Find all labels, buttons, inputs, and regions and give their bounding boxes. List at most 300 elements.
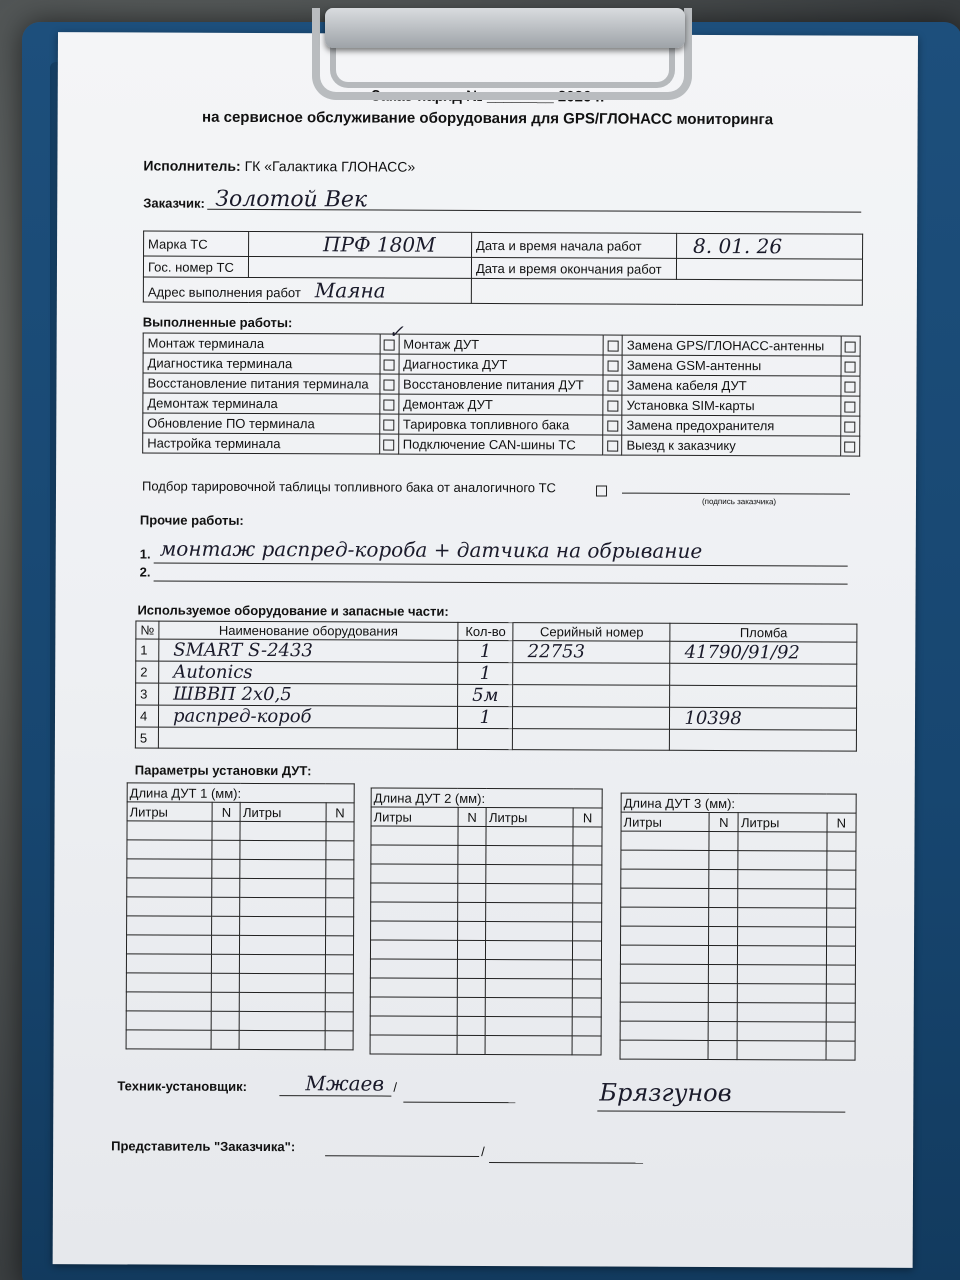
eq-qty: 1: [458, 640, 513, 662]
dut-row: [621, 926, 856, 946]
eq-num: 5: [135, 727, 158, 748]
dut-cell[interactable]: [457, 883, 486, 902]
dut-h-n: N: [326, 803, 354, 822]
dut-row: [370, 959, 601, 979]
dut-cell[interactable]: [457, 978, 486, 997]
dut-cell[interactable]: [212, 878, 240, 897]
equipment-title: Используемое оборудование и запасные части:: [137, 602, 449, 619]
dut-cell[interactable]: [240, 878, 325, 897]
dut-table-3: [620, 793, 857, 1061]
eq-qty: [457, 728, 512, 749]
work-checkbox[interactable]: [603, 375, 622, 395]
work-label: Замена GSM-антенны: [622, 355, 841, 376]
work-label: Диагностика ДУТ: [399, 354, 604, 375]
dut-cell[interactable]: [211, 992, 239, 1011]
dut-cell[interactable]: [211, 973, 239, 992]
dut-cell[interactable]: [621, 907, 709, 926]
dut-cell[interactable]: [240, 897, 325, 916]
dut-row: [126, 1030, 353, 1050]
dut-cell[interactable]: [127, 916, 212, 935]
dut-cell[interactable]: [325, 993, 353, 1012]
work-checkbox[interactable]: [841, 436, 860, 456]
dut-cell[interactable]: [573, 846, 602, 865]
dut-row: [127, 859, 354, 879]
dut-cell[interactable]: [486, 827, 573, 846]
work-order-sheet: [53, 32, 918, 1268]
dut-cell[interactable]: [370, 1035, 457, 1054]
dut-row: [127, 840, 354, 860]
other-title: Прочие работы:: [139, 512, 244, 528]
eq-h-qty: Кол-во: [458, 622, 513, 640]
work-label: Демонтаж терминала: [143, 393, 380, 414]
customer-label: Заказчик:: [143, 195, 205, 211]
work-checkbox[interactable]: [841, 376, 860, 396]
dut-cell[interactable]: [486, 922, 573, 941]
end-label: Дата и время окончания работ: [471, 257, 676, 279]
work-checkbox[interactable]: [841, 416, 860, 436]
dut-row: [371, 883, 602, 903]
dut-cell[interactable]: [371, 826, 458, 845]
dut-cell[interactable]: [211, 1011, 239, 1030]
dut-cell[interactable]: [709, 926, 738, 945]
dut-cell[interactable]: [371, 883, 458, 902]
dut-h-n: N: [212, 802, 240, 821]
dut-cell[interactable]: [326, 822, 354, 841]
dut-cell[interactable]: [126, 973, 211, 992]
title-line-1: Заказ-наряд № ________ 2026 г.: [371, 87, 605, 106]
customer-value: Золотой Век: [215, 186, 368, 213]
dut-row: [126, 954, 353, 974]
dut-cell[interactable]: [457, 940, 486, 959]
dut-cell[interactable]: [458, 826, 487, 845]
dut-row: [370, 1016, 601, 1036]
work-label: Замена кабеля ДУТ: [622, 375, 841, 396]
dut-cell[interactable]: [621, 869, 709, 888]
other-line-2: [154, 581, 848, 585]
other-n2: 2.: [139, 564, 151, 580]
dut-cell[interactable]: [457, 997, 486, 1016]
dut-cell[interactable]: [370, 978, 457, 997]
work-label: Обновление ПО терминала: [143, 413, 380, 434]
dut-row: [621, 888, 856, 908]
dut-cell[interactable]: [457, 1016, 486, 1035]
dut-cell[interactable]: [325, 1031, 353, 1050]
dut-cell[interactable]: [709, 888, 738, 907]
dut-cell[interactable]: [126, 935, 211, 954]
eq-num: 1: [136, 639, 159, 661]
eq-name: распред-короб: [158, 705, 457, 728]
technician-name: Мжаев: [305, 1071, 385, 1096]
dut-cell[interactable]: [211, 1030, 239, 1049]
dut-cell[interactable]: [486, 846, 573, 865]
dut-cell[interactable]: [572, 998, 601, 1017]
dut-cell[interactable]: [240, 992, 325, 1011]
technician-slash: /: [393, 1079, 398, 1095]
dut-h-n: N: [573, 808, 602, 827]
work-label: Установка SIM-карты: [622, 395, 841, 416]
dut-row: [371, 902, 602, 922]
dut-cell[interactable]: [826, 965, 855, 984]
dut-cell[interactable]: [457, 902, 486, 921]
dut-row: [127, 897, 354, 917]
dut-cell[interactable]: [240, 1011, 325, 1030]
dut-cell[interactable]: [240, 973, 325, 992]
calibration-label: Подбор тарировочной таблицы топливного бака от аналогичного ТС: [141, 478, 557, 496]
dut-cell[interactable]: [486, 959, 573, 978]
dut-cell[interactable]: [573, 884, 602, 903]
dut-row: [126, 973, 353, 993]
end-value: [676, 258, 862, 280]
work-label: Монтаж ДУТ: [399, 334, 604, 355]
work-checkbox[interactable]: [841, 396, 860, 416]
dut-cell[interactable]: [486, 978, 573, 997]
equipment-row: [135, 705, 856, 730]
dut-cell[interactable]: [458, 845, 487, 864]
clipboard-clip: [325, 8, 685, 48]
dut-row: [371, 845, 602, 865]
calibration-sign-caption: (подпись заказчика): [701, 496, 777, 507]
dut-row: [126, 992, 353, 1012]
dut-cell[interactable]: [485, 1035, 572, 1054]
dut-cell[interactable]: [573, 922, 602, 941]
works-table: [142, 332, 861, 456]
dut-cell[interactable]: [709, 945, 738, 964]
dut-cell[interactable]: [370, 940, 457, 959]
dut-cell[interactable]: [709, 907, 738, 926]
dut-cell[interactable]: [486, 1016, 573, 1035]
dut-cell[interactable]: [325, 974, 353, 993]
dut-caption: Длина ДУТ 2 (мм):: [371, 788, 602, 808]
dut-cell[interactable]: [709, 964, 738, 983]
dut-table-2: [370, 787, 603, 1055]
dut-cell[interactable]: [572, 979, 601, 998]
dut-cell[interactable]: [826, 927, 855, 946]
dut-cell[interactable]: [708, 1040, 737, 1059]
dut-cell[interactable]: [573, 827, 602, 846]
dut-cell[interactable]: [620, 983, 708, 1002]
dut-cell[interactable]: [212, 935, 240, 954]
dut-row: [620, 1021, 855, 1041]
dut-h-liters: Литры: [240, 802, 325, 821]
eq-num: 2: [136, 661, 159, 683]
dut-cell[interactable]: [620, 1021, 708, 1040]
dut-cell[interactable]: [738, 1022, 826, 1041]
work-checkbox[interactable]: [841, 356, 860, 376]
eq-h-seal: Пломба: [670, 623, 857, 642]
dut-cell[interactable]: [370, 959, 457, 978]
eq-h-num: №: [136, 621, 159, 639]
dut-cell[interactable]: [709, 831, 738, 850]
equipment-row: [135, 727, 856, 751]
dut-cell[interactable]: [457, 1035, 486, 1054]
dut-cell[interactable]: [621, 831, 709, 850]
other-n1: 1.: [139, 546, 151, 562]
dut-table-1: [126, 782, 355, 1050]
eq-h-name: Наименование оборудования: [159, 621, 458, 640]
dut-cell[interactable]: [212, 840, 240, 859]
dut-cell[interactable]: [738, 870, 826, 889]
dut-cell[interactable]: [620, 1002, 708, 1021]
eq-num: 3: [136, 683, 159, 705]
dut-cell[interactable]: [370, 997, 457, 1016]
dut-cell[interactable]: [240, 935, 325, 954]
eq-name: Autonics: [159, 661, 458, 684]
calibration-sign-line: [622, 493, 850, 495]
dut-cell[interactable]: [371, 902, 458, 921]
dut-cell[interactable]: [826, 1022, 855, 1041]
dut-cell[interactable]: [709, 850, 738, 869]
dut-cell[interactable]: [826, 851, 855, 870]
title-line-2: на сервисное обслуживание оборудования для GPS/ГЛОНАСС мониторинга: [202, 108, 774, 129]
work-label: Монтаж терминала: [143, 333, 380, 354]
dut-row: [127, 878, 354, 898]
dut-cell[interactable]: [457, 864, 486, 883]
eq-serial: 22753: [513, 641, 670, 664]
dut-row: [370, 978, 601, 998]
dut-cell[interactable]: [826, 870, 855, 889]
work-checkbox[interactable]: [380, 354, 399, 374]
dut-h-n: N: [458, 807, 487, 826]
eq-num: 4: [135, 705, 158, 727]
address-label: Адрес выполнения работ: [147, 284, 301, 301]
equipment-row: [136, 639, 857, 664]
work-label: Восстановление питания терминала: [143, 373, 380, 394]
dut-cell[interactable]: [457, 959, 486, 978]
brand-label: Марка ТС: [144, 231, 249, 256]
dut-row: [127, 821, 354, 841]
dut-cell[interactable]: [708, 1002, 737, 1021]
dut-cell[interactable]: [240, 916, 325, 935]
dut-cell[interactable]: [325, 879, 353, 898]
dut-cell[interactable]: [127, 897, 212, 916]
eq-seal: [670, 685, 857, 708]
dut-cell[interactable]: [573, 941, 602, 960]
dut-row: [620, 1002, 855, 1022]
dut-cell[interactable]: [240, 954, 325, 973]
work-checkbox[interactable]: [603, 335, 622, 355]
dut-cell[interactable]: [212, 859, 240, 878]
dut-cell[interactable]: [370, 1016, 457, 1035]
work-checkbox[interactable]: [379, 394, 398, 414]
dut-cell[interactable]: [126, 1011, 211, 1030]
technician-line-1: [279, 1095, 391, 1096]
work-checkbox[interactable]: [841, 336, 860, 356]
dut-cell[interactable]: [572, 960, 601, 979]
other-item-1: монтаж распред-короба + датчика на обрывание: [159, 536, 703, 563]
dut-cell[interactable]: [126, 992, 211, 1011]
address-value: Маяна: [314, 278, 386, 303]
eq-qty: 1: [458, 662, 513, 684]
dut-cell[interactable]: [572, 1036, 601, 1055]
dut-cell[interactable]: [486, 997, 573, 1016]
dut-cell[interactable]: [325, 955, 353, 974]
dut-cell[interactable]: [738, 965, 826, 984]
work-label: Диагностика терминала: [143, 353, 380, 374]
dut-row: [620, 983, 855, 1003]
work-checkbox[interactable]: [603, 395, 622, 415]
dut-cell[interactable]: [127, 878, 212, 897]
dut-row: [370, 940, 601, 960]
dut-cell[interactable]: [620, 964, 708, 983]
technician-signature: Брязгунов: [599, 1078, 732, 1108]
dut-cell[interactable]: [737, 1041, 825, 1060]
dut-cell[interactable]: [573, 865, 602, 884]
dut-cell[interactable]: [621, 888, 709, 907]
dut-cell[interactable]: [826, 908, 855, 927]
other-line-1: [154, 563, 848, 567]
dut-cell[interactable]: [126, 1030, 211, 1049]
work-label: Восстановление питания ДУТ: [399, 374, 604, 395]
eq-name: ШВВП 2х0,5: [159, 683, 458, 706]
dut-cell[interactable]: [212, 897, 240, 916]
dut-cell[interactable]: [126, 954, 211, 973]
dut-h-liters: Литры: [486, 808, 573, 827]
work-checkbox[interactable]: [379, 414, 398, 434]
works-title: Выполненные работы:: [142, 314, 293, 331]
dut-row: [371, 921, 602, 941]
equipment-table: [135, 620, 858, 751]
dut-h-liters: Литры: [127, 802, 212, 821]
dut-cell[interactable]: [371, 845, 458, 864]
executor-value: ГК «Галактика ГЛОНАСС»: [244, 157, 416, 175]
dut-cell[interactable]: [738, 927, 826, 946]
dut-cell[interactable]: [621, 926, 709, 945]
dut-cell[interactable]: [738, 984, 826, 1003]
eq-name: SMART S-2433: [159, 639, 458, 662]
dut-h-liters: Литры: [621, 812, 709, 831]
plate-label: Гос. номер ТС: [143, 256, 248, 277]
eq-seal: 41790/91/92: [670, 641, 857, 664]
technician-signature-line: [597, 1110, 845, 1112]
representative-line-2: [489, 1162, 643, 1164]
vehicle-table: [143, 230, 863, 305]
dut-cell[interactable]: [827, 832, 856, 851]
work-checkbox[interactable]: [603, 435, 622, 455]
calibration-checkbox[interactable]: [596, 482, 607, 500]
dut-cell[interactable]: [326, 841, 354, 860]
dut-cell[interactable]: [127, 821, 212, 840]
dut-cell[interactable]: [325, 917, 353, 936]
eq-qty: 5м: [458, 684, 513, 706]
dut-cell[interactable]: [738, 851, 826, 870]
eq-seal: [670, 663, 857, 686]
dut-row: [126, 935, 353, 955]
dut-cell[interactable]: [738, 908, 826, 927]
dut-cell[interactable]: [486, 903, 573, 922]
dut-row: [370, 1035, 601, 1055]
dut-cell[interactable]: [826, 1041, 855, 1060]
dut-cell[interactable]: [325, 898, 353, 917]
work-label: Тарировка топливного бака: [398, 414, 603, 435]
work-label: Замена GPS/ГЛОНАСС-антенны: [622, 335, 841, 356]
dut-cell[interactable]: [127, 859, 212, 878]
dut-cell[interactable]: [371, 921, 458, 940]
dut-cell[interactable]: [212, 821, 240, 840]
dut-cell[interactable]: [240, 821, 325, 840]
brand-value: ПРФ 180М: [249, 231, 472, 257]
work-label: Замена предохранителя: [622, 415, 841, 436]
dut-cell[interactable]: [709, 869, 738, 888]
dut-cell[interactable]: [486, 865, 573, 884]
executor-row: [143, 157, 415, 174]
dut-row: [621, 831, 856, 851]
work-checkbox[interactable]: [603, 415, 622, 435]
work-label: Настройка терминала: [143, 433, 380, 454]
dut-cell[interactable]: [371, 864, 458, 883]
eq-seal: [670, 729, 857, 751]
executor-label: Исполнитель:: [143, 157, 241, 174]
dut-cell[interactable]: [325, 1012, 353, 1031]
dut-cell[interactable]: [826, 1003, 855, 1022]
dut-cell[interactable]: [826, 984, 855, 1003]
dut-row: [620, 1040, 855, 1060]
dut-cell[interactable]: [240, 1030, 325, 1049]
dut-row: [371, 826, 602, 846]
dut-cell[interactable]: [240, 840, 325, 859]
work-checkbox[interactable]: [379, 434, 398, 454]
dut-cell[interactable]: [738, 946, 826, 965]
dut-cell[interactable]: [708, 983, 737, 1002]
dut-cell[interactable]: [486, 940, 573, 959]
dut-cell[interactable]: [573, 903, 602, 922]
dut-cell[interactable]: [457, 921, 486, 940]
dut-row: [620, 945, 855, 965]
eq-serial: [513, 729, 670, 751]
dut-cell[interactable]: [620, 1040, 708, 1059]
dut-cell[interactable]: [738, 889, 826, 908]
work-checkbox[interactable]: [380, 374, 399, 394]
equipment-row: [136, 683, 857, 708]
eq-serial: [513, 663, 670, 686]
dut-cell[interactable]: [621, 850, 709, 869]
dut-row: [370, 997, 601, 1017]
dut-cell[interactable]: [572, 1017, 601, 1036]
dut-h-n: N: [709, 812, 738, 831]
dut-cell[interactable]: [325, 860, 353, 879]
dut-row: [620, 964, 855, 984]
dut-cell[interactable]: [708, 1021, 737, 1040]
dut-cell[interactable]: [738, 832, 826, 851]
dut-caption: Длина ДУТ 3 (мм):: [621, 793, 856, 813]
dut-cell[interactable]: [240, 859, 325, 878]
dut-row: [127, 916, 354, 936]
technician-label: Техник-установщик:: [117, 1078, 248, 1094]
work-checkbox[interactable]: [603, 355, 622, 375]
dut-h-n: N: [827, 813, 856, 832]
dut-cell[interactable]: [620, 945, 708, 964]
eq-serial: [513, 707, 670, 730]
dut-cell[interactable]: [325, 936, 353, 955]
representative-slash: /: [481, 1143, 485, 1159]
start-label: Дата и время начала работ: [472, 232, 677, 258]
dut-cell[interactable]: [212, 954, 240, 973]
dut-cell[interactable]: [826, 889, 855, 908]
dut-cell[interactable]: [127, 840, 212, 859]
dut-row: [621, 869, 856, 889]
dut-h-liters: Литры: [738, 813, 826, 832]
dut-cell[interactable]: [738, 1003, 826, 1022]
eq-seal: 10398: [670, 707, 857, 730]
work-label: Выезд к заказчику: [622, 435, 841, 456]
start-value: 8. 01. 26: [677, 233, 863, 259]
representative-label: Представитель "Заказчика":: [111, 1138, 296, 1155]
dut-row: [621, 907, 856, 927]
dut-cell[interactable]: [486, 884, 573, 903]
dut-caption: Длина ДУТ 1 (мм):: [127, 783, 354, 803]
plate-value: [248, 256, 471, 278]
dut-cell[interactable]: [212, 916, 240, 935]
dut-cell[interactable]: [826, 946, 855, 965]
